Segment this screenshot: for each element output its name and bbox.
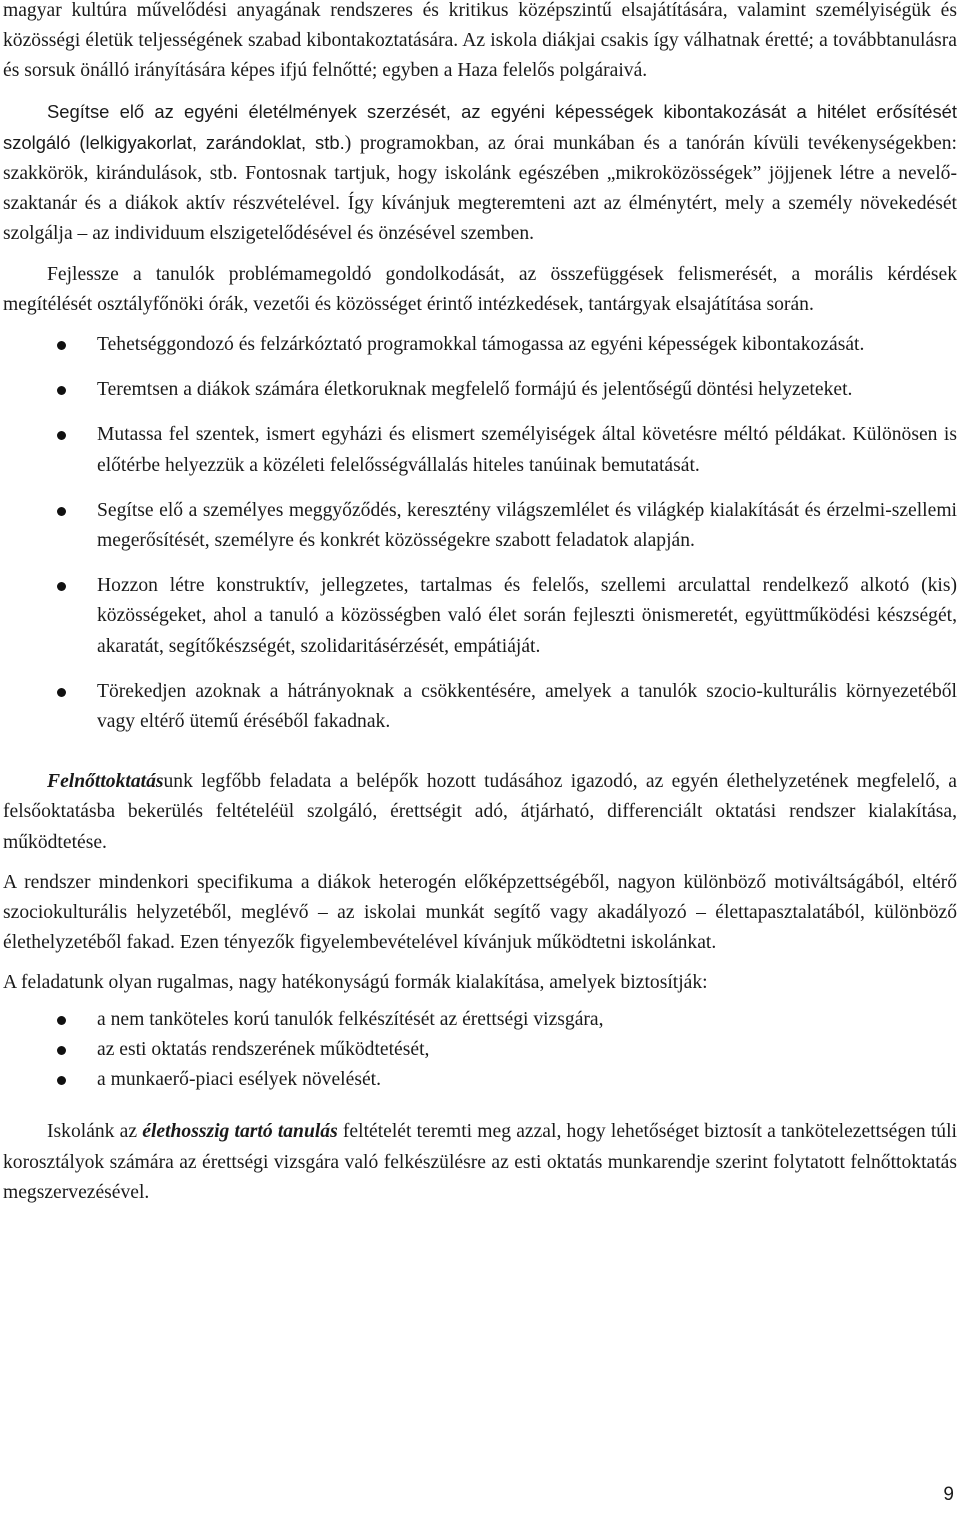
list-item-text: a munkaerő-piaci esélyek növelését.: [97, 1069, 381, 1091]
goals-list: [3, 330, 957, 737]
list-item-text: Hozzon létre konstruktív, jellegzetes, tartalmas és felelős, szellemi arculattal rendelkező alkotó (kis) közösségeket, ahol a tanuló a közösségben való élet során fejleszti önismeretét, együttműködési készségét, akaratát, segítőkészségét, szolidaritásérzését, empátiáját.: [97, 575, 957, 657]
paragraph-2-part-c: Fontosnak tartjuk, hogy iskolánk egészében „mikroközösségek” jöjjenek létre a nevelő-szaktanár és a diákok aktív részvételével. Így kívánjuk megteremteni azt az élménytért, mely a személy növekedését szolgálja – az individuum elszigetelődésével és önzésével szemben.: [3, 163, 957, 245]
paragraph-2-part-a: Segítse elő az egyéni életélmények szerzését, az egyéni képességek kibontakozását a hitélet erősítését szolgáló (lelkigyakorlat, zarándoklat, stb.: [3, 100, 957, 153]
adult-education-term: Felnőttoktatás: [47, 771, 164, 793]
document-page: [3, 0, 957, 1208]
paragraph-4: [3, 767, 957, 858]
list-item-text: Teremtsen a diákok számára életkoruknak megfelelő formájú és jelentőségű döntési helyzeteket.: [97, 379, 853, 401]
bullet-icon: [57, 1076, 66, 1085]
paragraph-7-end: feltételét teremti meg azzal, hogy lehetőséget biztosít a tankötelezettségen túli korosztályok számára az érettségi vizsgára való felkészülésre az esti oktatás munkarendje szerint folytatott felnőttoktatás megszervezésével.: [3, 1121, 957, 1203]
list-item: [3, 571, 957, 662]
bullet-icon: [57, 507, 66, 516]
lifelong-learning-term: élethosszig tartó tanulás: [142, 1121, 338, 1143]
list-item: [3, 496, 957, 556]
list-item: [3, 1065, 957, 1095]
list-item-text: Segítse elő a személyes meggyőződés, keresztény világszemlélet és világkép kialakítását és érzelmi-szellemi megerősítését, személyre és konkrét közösségekre szabott feladatok alapján.: [97, 499, 957, 552]
list-item-text: az esti oktatás rendszerének működtetését,: [97, 1038, 430, 1060]
bullet-icon: [57, 1016, 66, 1025]
paragraph-6: A feladatunk olyan rugalmas, nagy hatékonyságú formák kialakítása, amelyek biztosítják:: [3, 972, 708, 994]
paragraph-7-start: Iskolánk az: [47, 1121, 143, 1143]
paragraph-7: [3, 1117, 957, 1208]
list-item: [3, 375, 957, 405]
bullet-icon: [57, 431, 66, 440]
paragraph-2: [3, 97, 957, 250]
bullet-icon: [57, 341, 66, 350]
bullet-icon: [57, 582, 66, 591]
bullet-icon: [57, 688, 66, 697]
paragraph-4-rest: unk legfőbb feladata a belépők hozott tudásához igazodó, az egyén élethelyzetének megfelelő, a felsőoktatásba bekerülés feltételéül szolgáló, érettségit adó, átjárható, differenciált oktatási rendszer kialakítása, működtetése.: [3, 771, 957, 853]
list-item: [3, 677, 957, 737]
list-item-text: Tehetséggondozó és felzárkóztató programokkal támogassa az egyéni képességek kibontakozását.: [97, 334, 865, 356]
paragraph-1: magyar kultúra művelődési anyagának rendszeres és kritikus középszintű elsajátítására, valamint személyiségük és közösségi életük teljességének szabad kibontakoztatására. Az iskola diákjai csakis így válhatnak éretté; a továbbtanulásra és sorsuk önálló irányítására képes ifjú felnőtté; egyben a Haza felelős polgáraivá.: [3, 0, 957, 82]
list-item: [3, 1035, 957, 1065]
list-item-text: Törekedjen azoknak a hátrányoknak a csökkentésére, amelyek a tanulók szocio-kulturális környezetéből vagy eltérő ütemű éréséből fakadnak.: [97, 680, 957, 733]
list-item: [3, 420, 957, 480]
tasks-list: [3, 1005, 957, 1096]
paragraph-5: A rendszer mindenkori specifikuma a diákok heterogén előképzettségéből, nagyon különböző motiváltságából, eltérő szociokulturális helyzetéből, meglévő – az iskolai munkát segítő vagy akadályozó – élettapasztalatából, különböző élethelyzetéből fakad. Ezen tényezők figyelembevételével kívánjuk működtetni iskolánkat.: [3, 871, 957, 954]
list-item-text: Mutassa fel szentek, ismert egyházi és elismert személyiségek által követésre méltó példákat. Különösen is előtérbe helyezzük a közéleti felelősségvállalás hiteles tanúinak bemutatását.: [97, 424, 957, 476]
bullet-icon: [57, 386, 66, 395]
page-number: 9: [943, 1484, 954, 1505]
list-item-text: a nem tanköteles korú tanulók felkészítését az érettségi vizsgára,: [97, 1008, 604, 1030]
bullet-icon: [57, 1046, 66, 1055]
list-item: [3, 330, 957, 360]
paragraph-3: Fejlessze a tanulók problémamegoldó gondolkodását, az összefüggések felismerését, a morális kérdések megítélését osztályfőnöki órák, vezetői és közösséget érintő intézkedések, tantárgyak elsajátítása során.: [3, 263, 957, 315]
paragraph-2-part-b: ) programokban, az órai munkában és a tanórán kívüli tevékenységekben: szakkörök, kirándulások, stb.: [3, 132, 958, 185]
list-item: [3, 1005, 957, 1035]
